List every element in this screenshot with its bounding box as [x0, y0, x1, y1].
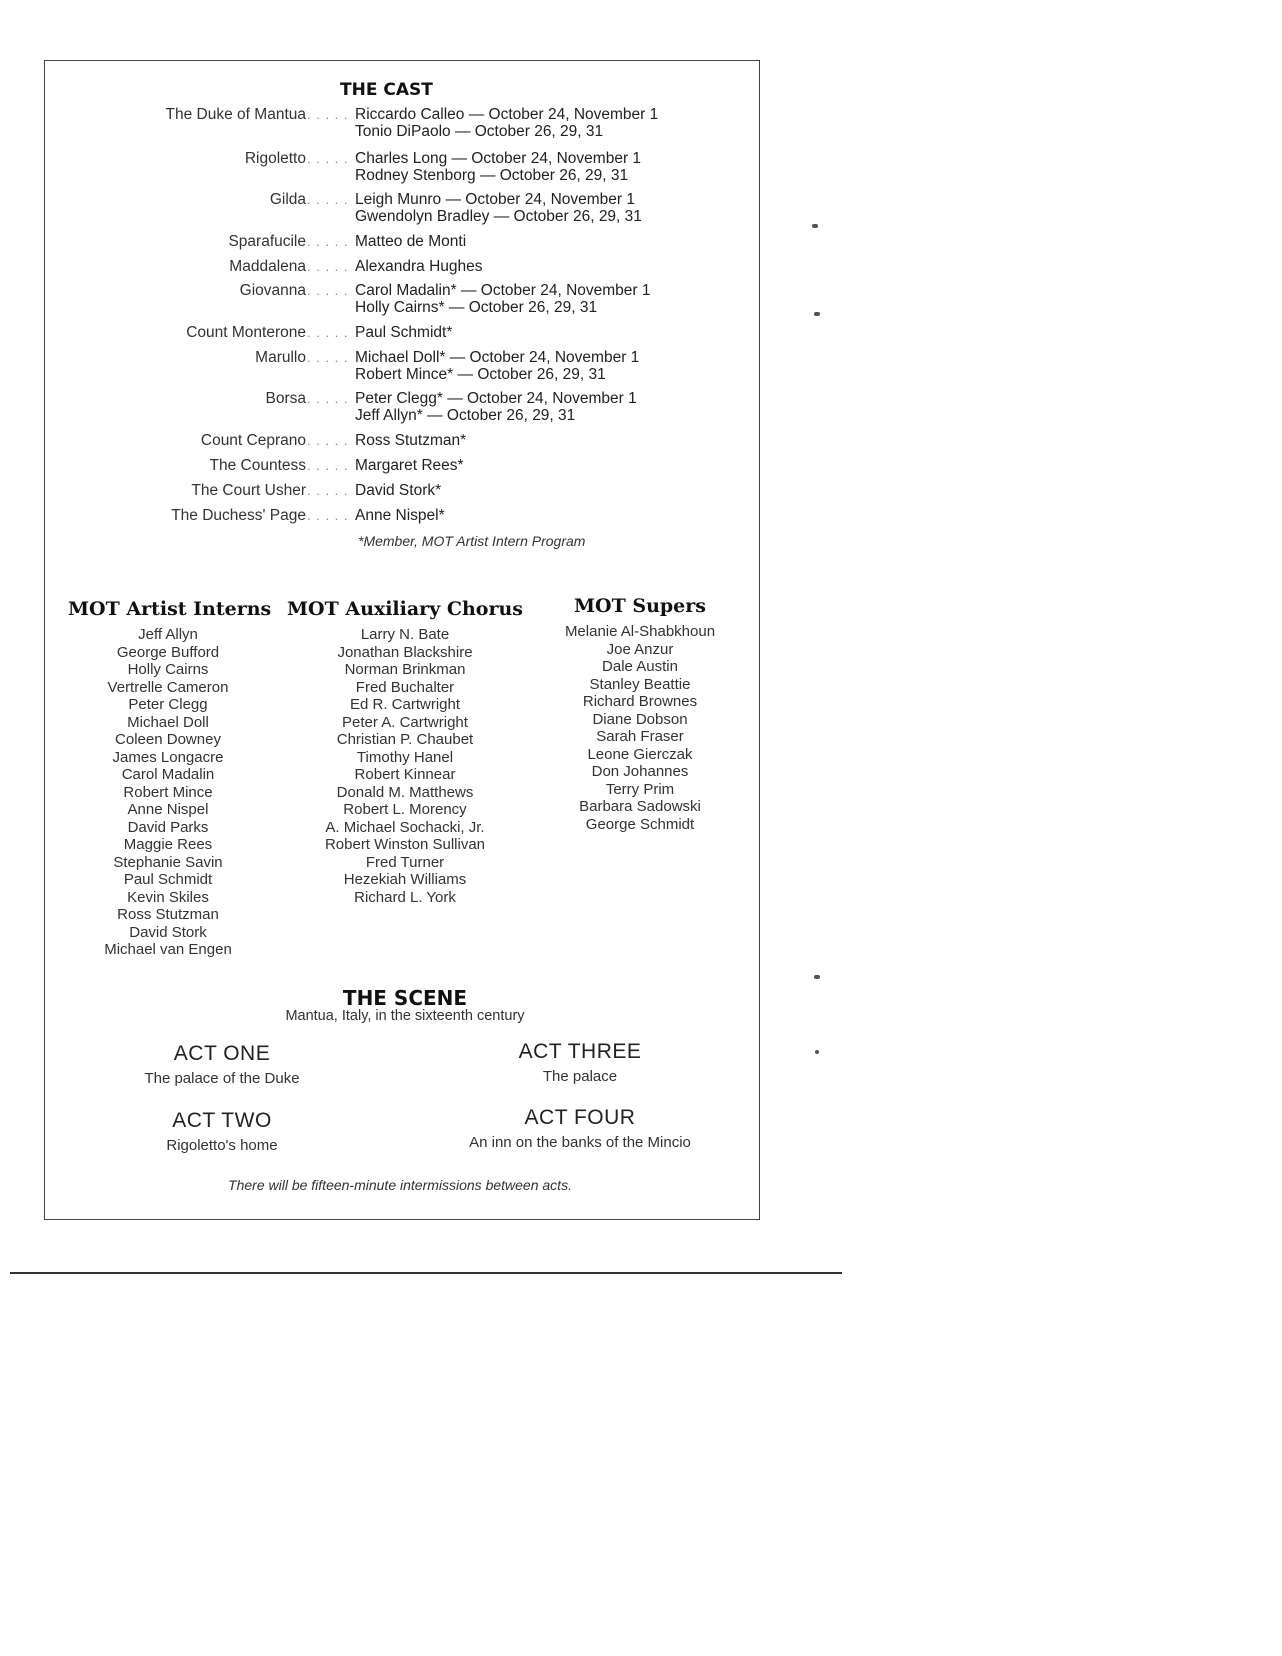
- cast-singer: Jeff Allyn* — October 26, 29, 31: [355, 407, 576, 424]
- name-list: [285, 626, 525, 906]
- list-item: Fred Turner: [365, 853, 445, 871]
- list-item: Donald M. Matthews: [336, 783, 474, 801]
- cast-leader-dots: . . . . .: [307, 192, 349, 207]
- cast-footnote: *Member, MOT Artist Intern Program: [358, 533, 586, 549]
- name-list: [68, 626, 268, 959]
- cast-leader-dots: . . . . .: [307, 350, 349, 365]
- cast-singers: [355, 233, 466, 250]
- cast-singers: [355, 482, 441, 499]
- cast-singer: Robert Mince* — October 26, 29, 31: [355, 366, 606, 383]
- cast-singers: [355, 349, 639, 383]
- cast-role: Sparafucile: [228, 233, 306, 250]
- list-item: David Stork: [129, 923, 207, 941]
- column-title: MOT Artist Interns: [68, 598, 272, 620]
- artist-interns-column: [68, 598, 272, 959]
- list-item: Barbara Sadowski: [579, 798, 701, 815]
- cast-singer: Holly Cairns* — October 26, 29, 31: [355, 299, 598, 316]
- cast-role: Borsa: [265, 390, 306, 407]
- act-one: [72, 1042, 372, 1087]
- cast-singer: Riccardo Calleo — October 24, November 1: [355, 106, 659, 123]
- act-description: An inn on the banks of the Mincio: [469, 1134, 691, 1151]
- cast-singer: Carol Madalin* — October 24, November 1: [355, 282, 651, 299]
- cast-role: Count Monterone: [186, 324, 306, 341]
- cast-role: Count Ceprano: [200, 432, 306, 449]
- list-item: Timothy Hanel: [356, 748, 454, 766]
- act-three: [430, 1040, 730, 1085]
- scene-title: THE SCENE: [342, 986, 468, 1010]
- cast-singer: Margaret Rees*: [355, 457, 464, 474]
- act-title: ACT TWO: [172, 1109, 272, 1132]
- list-item: Robert Kinnear: [354, 766, 456, 783]
- cast-singer: Matteo de Monti: [355, 233, 467, 250]
- list-item: Leone Gierczak: [587, 745, 693, 763]
- cast-singers: [355, 191, 642, 225]
- auxiliary-chorus-column: [285, 598, 525, 906]
- list-item: Robert Mince: [123, 783, 213, 801]
- scene-subtitle: Mantua, Italy, in the sixteenth century: [285, 1008, 525, 1024]
- cast-singers: [355, 432, 466, 449]
- cast-leader-dots: . . . . .: [307, 151, 349, 166]
- cast-leader-dots: . . . . .: [307, 391, 349, 406]
- cast-leader-dots: . . . . .: [307, 259, 349, 274]
- list-item: Diane Dobson: [592, 710, 688, 728]
- cast-singers: [355, 507, 445, 524]
- list-item: Anne Nispel: [127, 801, 209, 818]
- list-item: Kevin Skiles: [127, 888, 209, 906]
- cast-role: The Duke of Mantua: [165, 106, 306, 123]
- list-item: Ross Stutzman: [117, 906, 219, 923]
- list-item: Melanie Al-Shabkhoun: [564, 623, 716, 640]
- cast-singers: [355, 150, 641, 184]
- list-item: Carol Madalin: [121, 766, 215, 783]
- cast-singer: Tonio DiPaolo — October 26, 29, 31: [355, 123, 604, 140]
- list-item: Vertrelle Cameron: [107, 678, 229, 696]
- list-item: Jonathan Blackshire: [337, 643, 473, 661]
- cast-singers: [355, 390, 637, 424]
- scan-speck: [815, 1050, 819, 1054]
- cast-role: The Court Usher: [191, 482, 306, 499]
- list-item: Stanley Beattie: [589, 675, 691, 693]
- list-item: James Longacre: [112, 748, 224, 766]
- list-item: Richard Brownes: [582, 693, 698, 710]
- list-item: Michael van Engen: [104, 941, 232, 958]
- list-item: Ed R. Cartwright: [349, 696, 461, 713]
- cast-leader-dots: . . . . .: [307, 483, 349, 498]
- list-item: George Schmidt: [585, 815, 695, 833]
- list-item: David Parks: [127, 818, 209, 836]
- list-item: Terry Prim: [605, 780, 675, 798]
- list-item: Robert Winston Sullivan: [324, 836, 486, 853]
- scan-speck: [814, 975, 820, 979]
- list-item: Jeff Allyn: [138, 626, 198, 643]
- list-item: Don Johannes: [591, 763, 689, 780]
- supers-column: [545, 595, 735, 833]
- list-item: Sarah Fraser: [596, 728, 684, 745]
- list-item: Peter A. Cartwright: [342, 713, 468, 731]
- cast-singers: [355, 258, 483, 275]
- page-bottom-rule: [10, 1272, 842, 1274]
- cast-singer: Rodney Stenborg — October 26, 29, 31: [355, 167, 629, 184]
- act-description: Rigoletto's home: [166, 1137, 278, 1154]
- list-item: Michael Doll: [127, 713, 209, 731]
- cast-singer: Peter Clegg* — October 24, November 1: [355, 390, 637, 407]
- cast-role: The Duchess' Page: [171, 507, 306, 524]
- cast-singer: Leigh Munro — October 24, November 1: [355, 191, 635, 208]
- cast-role: Rigoletto: [244, 150, 306, 167]
- act-title: ACT THREE: [518, 1040, 642, 1063]
- cast-singers: [355, 457, 464, 474]
- cast-singers: [355, 324, 452, 341]
- list-item: Peter Clegg: [128, 696, 208, 713]
- cast-leader-dots: . . . . .: [307, 458, 349, 473]
- cast-singer: Alexandra Hughes: [355, 258, 483, 275]
- cast-title: THE CAST: [340, 80, 433, 100]
- cast-role: The Countess: [209, 457, 306, 474]
- cast-leader-dots: . . . . .: [307, 234, 349, 249]
- column-title: MOT Auxiliary Chorus: [287, 598, 523, 620]
- cast-singers: [355, 282, 651, 316]
- cast-singer: Gwendolyn Bradley — October 26, 29, 31: [355, 208, 642, 225]
- act-two: [72, 1109, 372, 1154]
- list-item: Dale Austin: [602, 658, 678, 675]
- list-item: Robert L. Morency: [343, 801, 467, 818]
- list-item: Hezekiah Williams: [343, 871, 467, 888]
- cast-singer: Paul Schmidt*: [355, 324, 453, 341]
- cast-singers: [355, 106, 658, 140]
- list-item: Stephanie Savin: [113, 853, 223, 871]
- list-item: George Bufford: [116, 643, 220, 661]
- scan-speck: [812, 224, 818, 228]
- cast-leader-dots: . . . . .: [307, 107, 349, 122]
- cast-role: Gilda: [269, 191, 306, 208]
- cast-leader-dots: . . . . .: [307, 325, 349, 340]
- list-item: Paul Schmidt: [123, 871, 213, 888]
- cast-role: Giovanna: [239, 282, 306, 299]
- list-item: Maggie Rees: [123, 836, 213, 853]
- cast-role: Marullo: [255, 349, 306, 366]
- act-description: The palace: [542, 1068, 618, 1085]
- list-item: Joe Anzur: [606, 640, 674, 658]
- act-title: ACT FOUR: [524, 1106, 636, 1129]
- cast-role: Maddalena: [229, 258, 306, 275]
- cast-singer: Michael Doll* — October 24, November 1: [355, 349, 640, 366]
- list-item: Richard L. York: [354, 888, 456, 906]
- list-item: Coleen Downey: [115, 731, 221, 748]
- act-four: [430, 1106, 730, 1151]
- list-item: Norman Brinkman: [344, 661, 466, 678]
- cast-leader-dots: . . . . .: [307, 283, 349, 298]
- list-item: Fred Buchalter: [355, 678, 455, 696]
- cast-singer: Anne Nispel*: [355, 507, 445, 524]
- act-title: ACT ONE: [173, 1042, 271, 1065]
- list-item: Holly Cairns: [127, 661, 209, 678]
- act-description: The palace of the Duke: [144, 1070, 300, 1087]
- intermission-note: There will be fifteen-minute intermissions between acts.: [228, 1177, 572, 1193]
- list-item: Larry N. Bate: [360, 626, 450, 643]
- cast-leader-dots: . . . . .: [307, 433, 349, 448]
- column-title: MOT Supers: [574, 595, 706, 617]
- cast-singer: David Stork*: [355, 482, 442, 499]
- scan-speck: [814, 312, 820, 316]
- cast-leader-dots: . . . . .: [307, 508, 349, 523]
- cast-singer: Ross Stutzman*: [355, 432, 467, 449]
- cast-singer: Charles Long — October 24, November 1: [355, 150, 642, 167]
- list-item: Christian P. Chaubet: [336, 731, 474, 748]
- list-item: A. Michael Sochacki, Jr.: [325, 818, 485, 836]
- name-list: [545, 623, 735, 833]
